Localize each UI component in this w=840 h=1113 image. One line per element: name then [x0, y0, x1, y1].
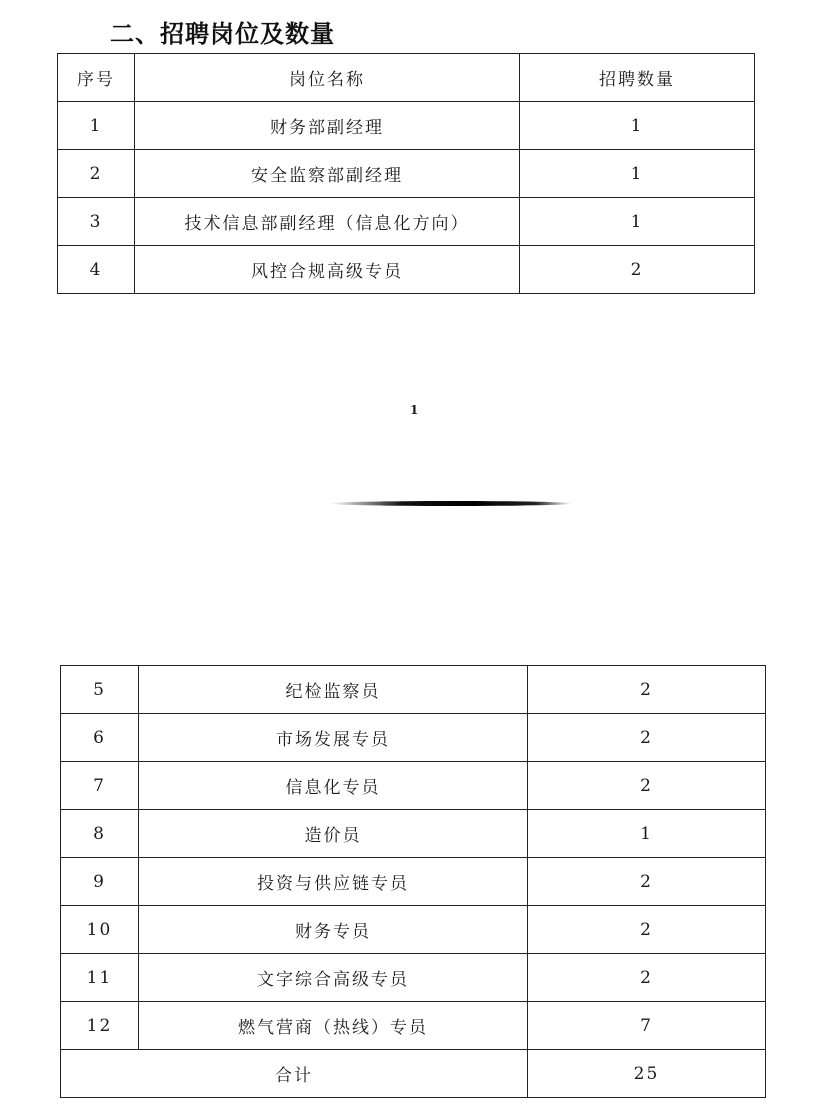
table-header-row [58, 54, 755, 102]
row-index: 4 [58, 246, 135, 294]
recruitment-table-part-1 [57, 53, 755, 294]
row-index: 5 [61, 666, 139, 714]
section-title: 二、招聘岗位及数量 [110, 20, 335, 48]
row-index: 12 [61, 1002, 139, 1050]
row-position: 安全监察部副经理 [135, 150, 520, 198]
row-index: 8 [61, 810, 139, 858]
page-number: 1 [410, 403, 419, 417]
row-count: 2 [528, 714, 766, 762]
row-index: 3 [58, 198, 135, 246]
table-row [58, 198, 755, 246]
table-row [61, 906, 766, 954]
row-count: 1 [528, 810, 766, 858]
row-index: 1 [58, 102, 135, 150]
row-count: 1 [520, 198, 755, 246]
row-index: 9 [61, 858, 139, 906]
table-row [61, 858, 766, 906]
page-break-divider [330, 501, 572, 506]
row-position: 风控合规高级专员 [135, 246, 520, 294]
table-row [61, 666, 766, 714]
total-count: 25 [528, 1050, 766, 1098]
table-row [61, 954, 766, 1002]
row-position: 燃气营商（热线）专员 [139, 1002, 528, 1050]
row-position: 财务部副经理 [135, 102, 520, 150]
table-row [58, 246, 755, 294]
row-count: 1 [520, 150, 755, 198]
recruitment-table-part-2 [60, 665, 766, 1098]
header-count: 招聘数量 [520, 54, 755, 102]
row-position: 纪检监察员 [139, 666, 528, 714]
row-index: 11 [61, 954, 139, 1002]
row-index: 7 [61, 762, 139, 810]
row-index: 6 [61, 714, 139, 762]
table-row [58, 150, 755, 198]
table-row [61, 762, 766, 810]
row-count: 2 [528, 858, 766, 906]
table-row [58, 102, 755, 150]
table-row [61, 1002, 766, 1050]
total-label: 合计 [61, 1050, 528, 1098]
header-position: 岗位名称 [135, 54, 520, 102]
row-count: 7 [528, 1002, 766, 1050]
table-total-row [61, 1050, 766, 1098]
row-index: 10 [61, 906, 139, 954]
table-row [61, 714, 766, 762]
row-position: 技术信息部副经理（信息化方向） [135, 198, 520, 246]
row-position: 市场发展专员 [139, 714, 528, 762]
row-position: 投资与供应链专员 [139, 858, 528, 906]
row-position: 文字综合高级专员 [139, 954, 528, 1002]
row-count: 1 [520, 102, 755, 150]
row-count: 2 [528, 954, 766, 1002]
row-position: 信息化专员 [139, 762, 528, 810]
table-row [61, 810, 766, 858]
row-count: 2 [520, 246, 755, 294]
row-position: 造价员 [139, 810, 528, 858]
row-count: 2 [528, 762, 766, 810]
row-count: 2 [528, 666, 766, 714]
row-count: 2 [528, 906, 766, 954]
row-index: 2 [58, 150, 135, 198]
row-position: 财务专员 [139, 906, 528, 954]
header-index: 序号 [58, 54, 135, 102]
